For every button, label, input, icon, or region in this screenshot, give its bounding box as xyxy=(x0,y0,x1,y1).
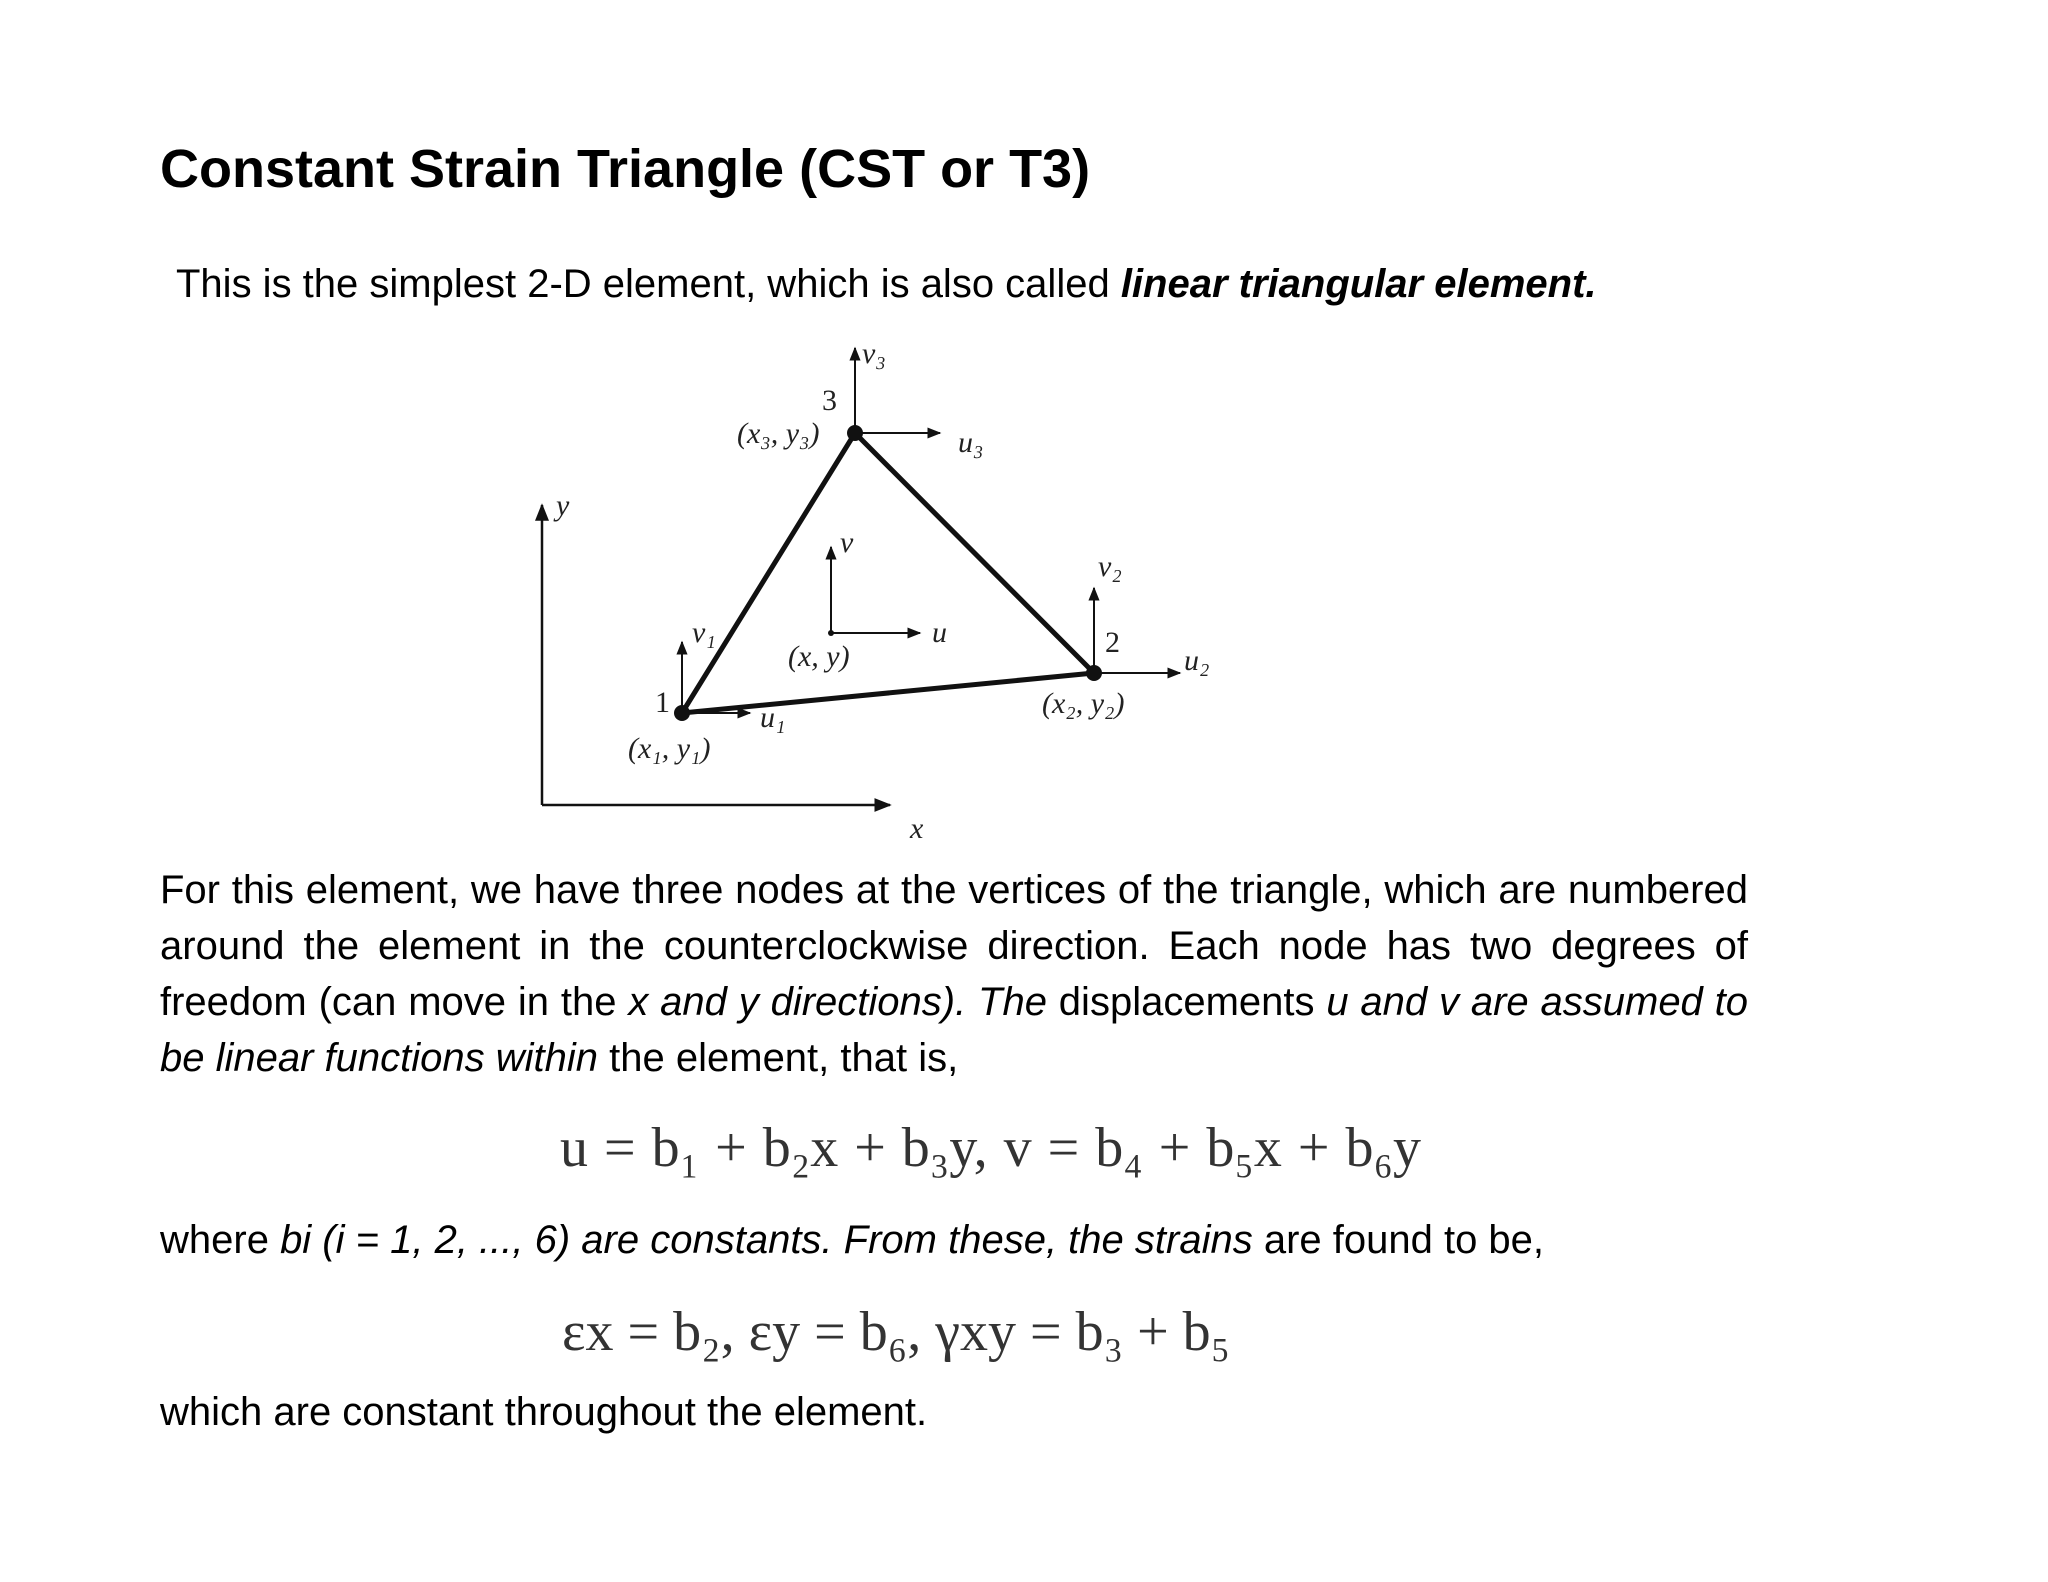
displacement-equation: u = b₁ + b₂x + b₃y, v = b₄ + b₅x + b₆y xyxy=(560,1117,1421,1179)
interior-v-label: v xyxy=(840,526,854,559)
triangle-element xyxy=(682,433,1094,713)
axis-y-label: y xyxy=(556,489,570,522)
final-line: which are constant throughout the element. xyxy=(160,1390,928,1434)
paragraph-part-2: x and y directions). The xyxy=(628,980,1047,1024)
paragraph-part-3: displacements xyxy=(1046,980,1327,1024)
where-part-3: are found to be, xyxy=(1252,1218,1545,1262)
paragraph-part-4: u and v are assumed to be linear functions within xyxy=(160,980,1749,1080)
node-1-u-label: u₁ xyxy=(760,701,786,734)
slide-title: Constant Strain Triangle (CST or T3) xyxy=(160,139,1091,199)
cst-diagram-svg xyxy=(500,330,1260,850)
node-3-u-label: u₃ xyxy=(958,426,984,459)
paragraph-part-5: the element, that is, xyxy=(598,1036,959,1080)
where-line xyxy=(160,1216,1544,1264)
paragraph-part-1: For this element, we have three nodes at the vertices of the triangle, which are numbered around the element in the counterclockwise direction. Each node has two degrees of freedom (can move in the xyxy=(160,868,1748,1024)
node-2-number: 2 xyxy=(1105,626,1120,659)
where-part-1: where xyxy=(160,1218,281,1262)
node-2-v-label: v₂ xyxy=(1098,550,1122,583)
intro-text xyxy=(176,260,1597,308)
node-3-coord: (x₃, y₃) xyxy=(737,417,820,450)
node-2-coord: (x₂, y₂) xyxy=(1042,687,1125,720)
node-1-v-label: v₁ xyxy=(692,616,716,649)
node-3-v-label: v₃ xyxy=(862,337,886,370)
interior-u-label: u xyxy=(932,616,947,649)
cst-diagram xyxy=(500,330,1260,850)
description-paragraph xyxy=(160,862,1748,1086)
intro-plain: This is the simplest 2-D element, which is also called xyxy=(176,262,1121,306)
node-1-number: 1 xyxy=(655,686,670,719)
strain-equation: εx = b₂, εy = b₆, γxy = b₃ + b₅ xyxy=(562,1301,1231,1363)
node-2-u-label: u₂ xyxy=(1184,644,1210,677)
intro-emphasis: linear triangular element. xyxy=(1120,262,1597,306)
axis-x-label: x xyxy=(910,812,924,845)
node-1-coord: (x₁, y₁) xyxy=(628,732,711,765)
where-part-2: bi (i = 1, 2, ..., 6) are constants. From these, the strains xyxy=(280,1218,1253,1262)
interior-coord: (x, y) xyxy=(788,640,850,673)
node-3-number: 3 xyxy=(822,384,837,417)
